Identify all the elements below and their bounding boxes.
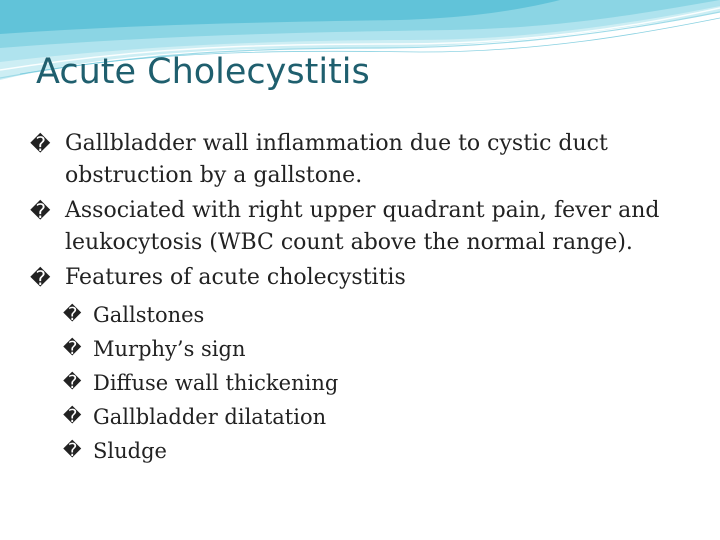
sub-bullet-glyph-icon: � [63, 406, 82, 427]
slide-title: Acute Cholecystitis [36, 52, 370, 92]
bullet-item [30, 262, 690, 294]
sub-bullet-item [30, 334, 690, 364]
sub-bullet-text: Gallstones [93, 303, 205, 327]
sub-bullet-glyph-icon: � [63, 372, 82, 393]
sub-bullet-glyph-icon: � [63, 304, 82, 325]
sub-bullet-list [30, 300, 690, 466]
sub-bullet-text: Gallbladder dilatation [93, 405, 327, 429]
bullet-glyph-icon: � [30, 132, 51, 156]
sub-bullet-item [30, 300, 690, 330]
bullet-text: Gallbladder wall inflammation due to cystic duct obstruction by a gallstone. [65, 131, 608, 188]
sub-bullet-text: Murphy’s sign [93, 337, 246, 361]
sub-bullet-item [30, 402, 690, 432]
bullet-item [30, 128, 690, 192]
bullet-text: Features of acute cholecystitis [65, 265, 406, 290]
bullet-item [30, 195, 690, 259]
sub-bullet-text: Diffuse wall thickening [93, 371, 339, 395]
bullet-text: Associated with right upper quadrant pain, fever and leukocytosis (WBC count above the normal range). [65, 198, 660, 255]
sub-bullet-glyph-icon: � [63, 440, 82, 461]
bullet-list [30, 128, 690, 470]
sub-bullet-glyph-icon: � [63, 338, 82, 359]
bullet-glyph-icon: � [30, 199, 51, 223]
bullet-glyph-icon: � [30, 266, 51, 290]
sub-bullet-item [30, 436, 690, 466]
sub-bullet-item [30, 368, 690, 398]
sub-bullet-text: Sludge [93, 439, 167, 463]
